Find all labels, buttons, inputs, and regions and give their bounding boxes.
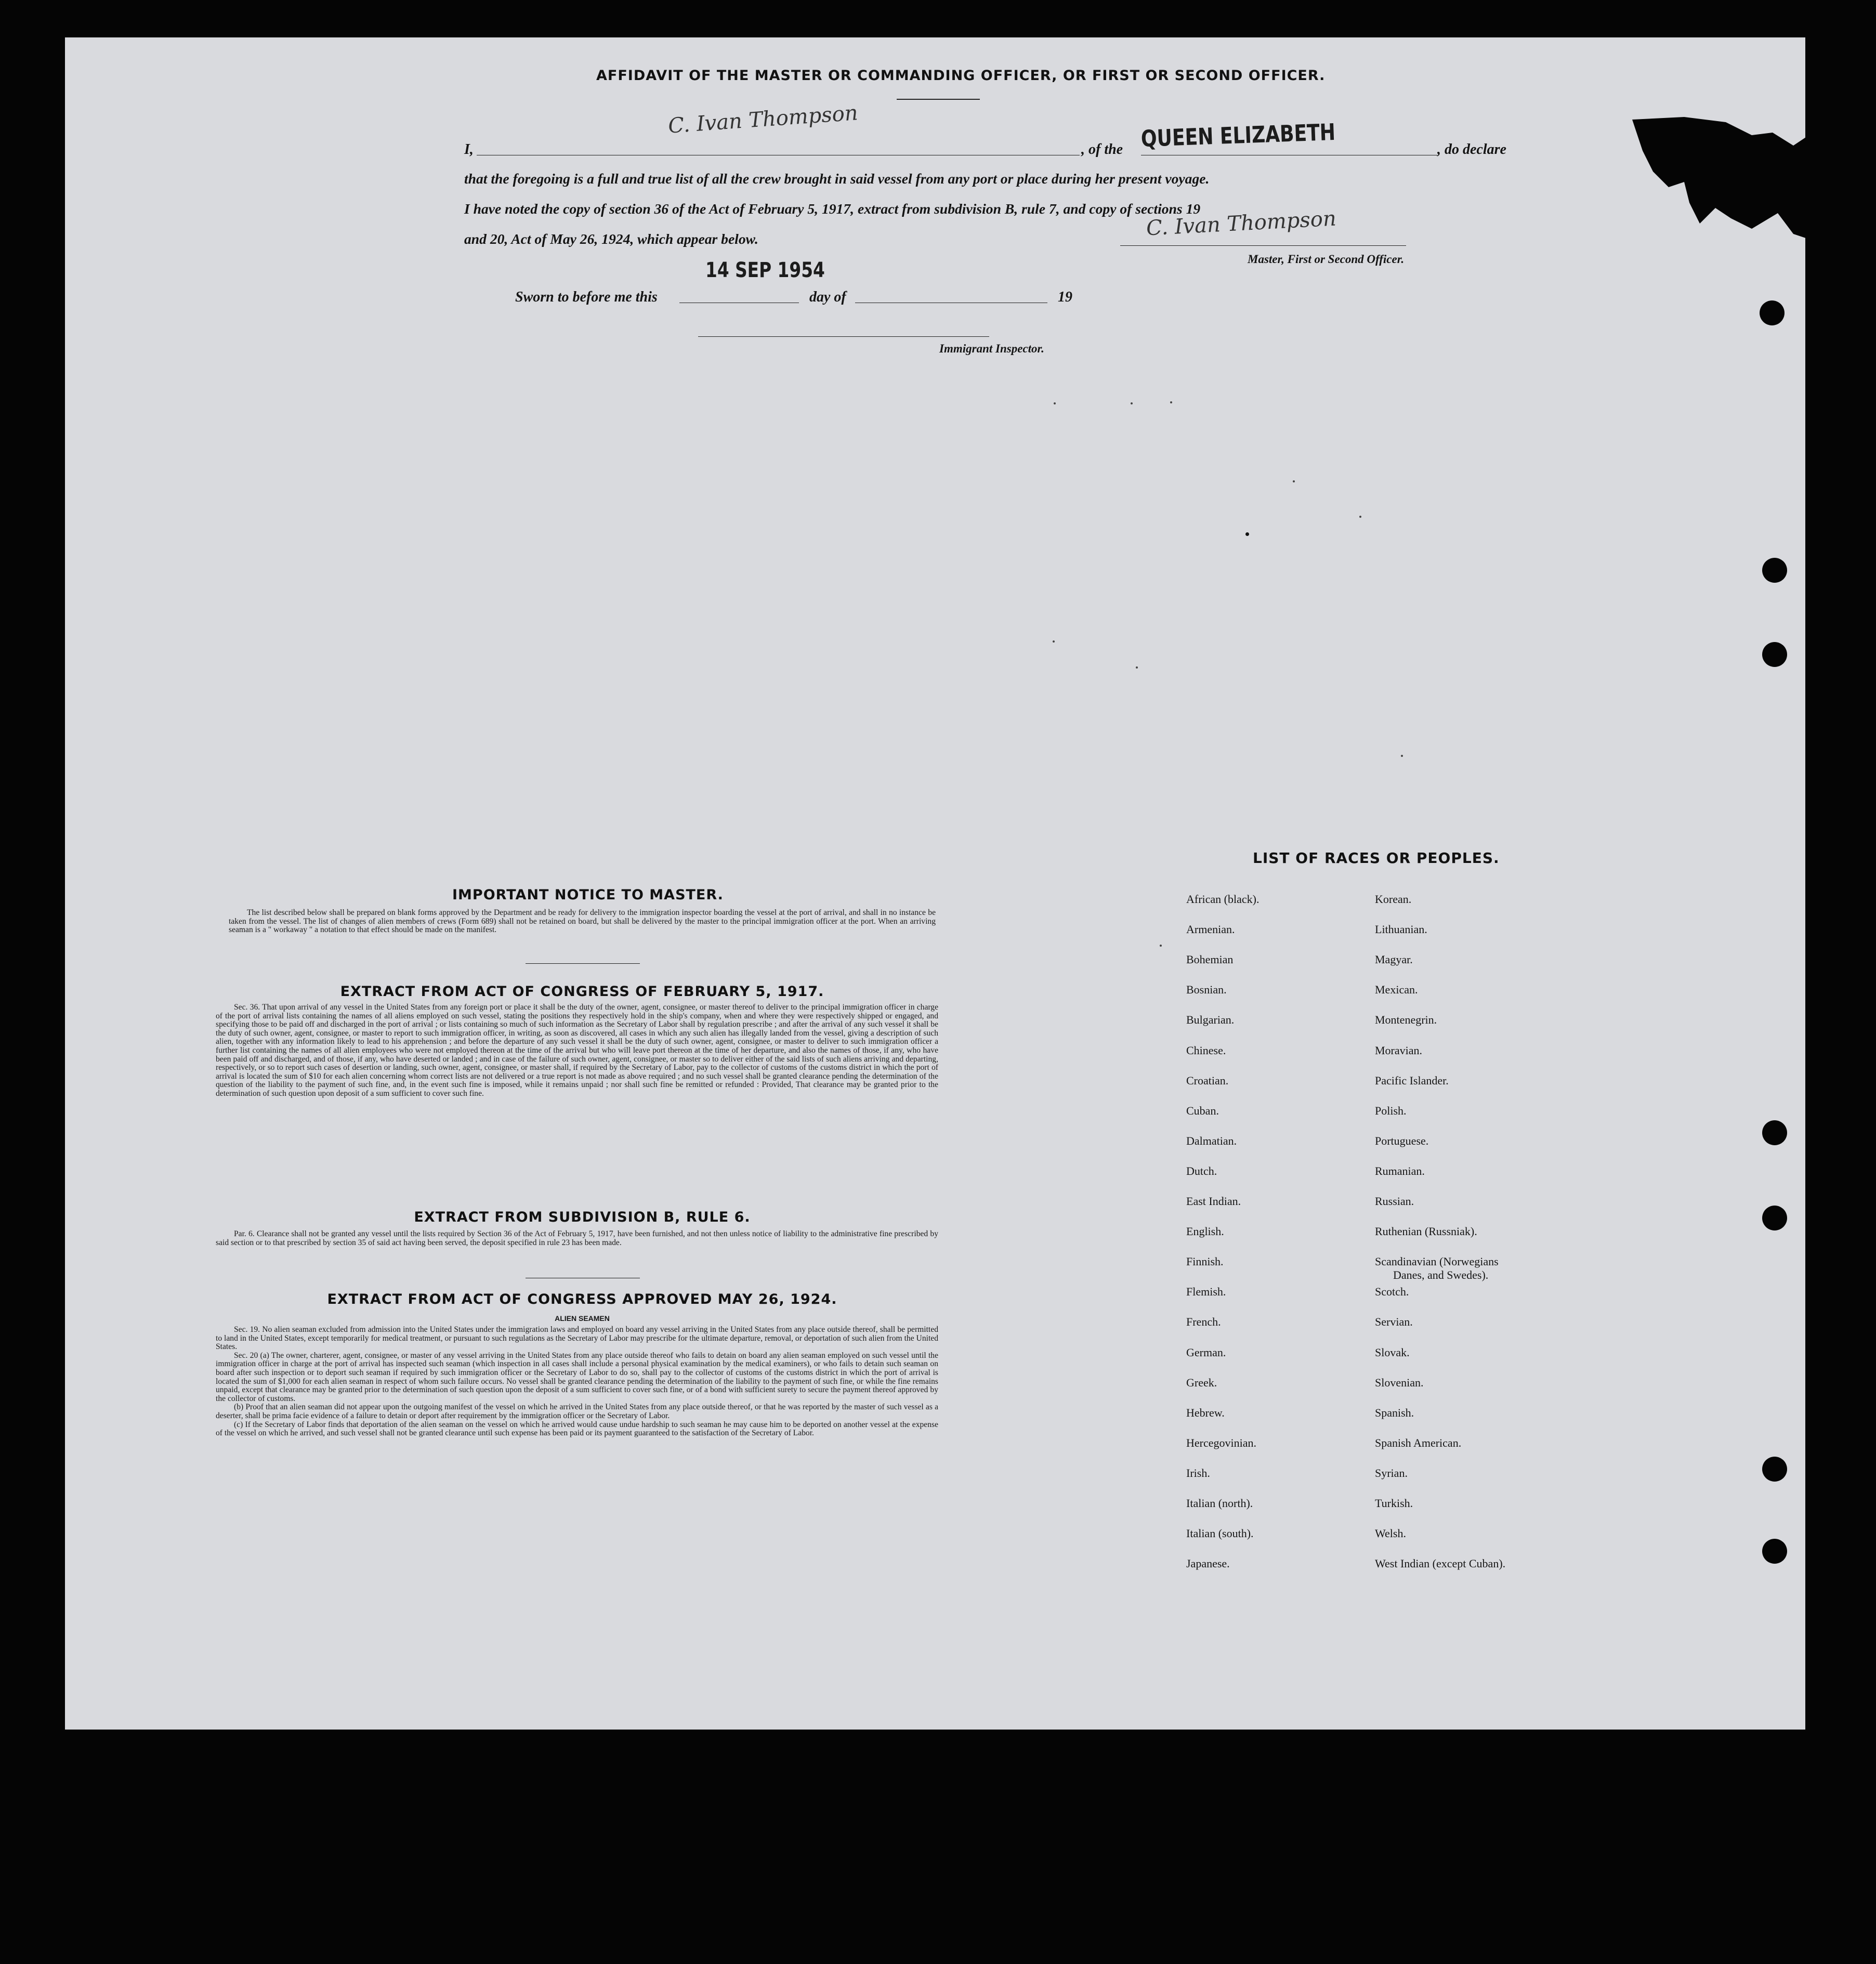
extract-rule6-paragraph: Par. 6. Clearance shall not be granted any vessel until the lists required by Section 36 of the Act of February 5, 1917, have been furnished, and not then unless notice of liability to the administrative fine prescribed by said section or to that prescribed by section 35 of said act having been served, the deposit specified in rule 23 has been made. — [216, 1229, 938, 1247]
binder-hole — [1762, 558, 1787, 583]
race-item: Bulgarian. — [1186, 1013, 1235, 1027]
binder-hole — [1762, 642, 1787, 667]
race-item: Syrian. — [1375, 1466, 1408, 1479]
torn-corner — [1622, 104, 1809, 250]
declaration-line-1: that the foregoing is a full and true list of all the crew brought in said vessel from any port or place during her present voyage. — [464, 171, 1210, 187]
race-item: Italian (south). — [1186, 1527, 1254, 1540]
race-item: Irish. — [1186, 1466, 1210, 1479]
race-item: Japanese. — [1186, 1557, 1230, 1570]
notice-text — [229, 909, 936, 935]
race-item: Dalmatian. — [1186, 1134, 1237, 1147]
master-signature-line — [1120, 245, 1406, 246]
race-item: Slovenian. — [1375, 1376, 1424, 1389]
do-declare-label: , do declare — [1437, 141, 1506, 158]
race-item: Korean. — [1375, 893, 1412, 906]
race-item: West Indian (except Cuban). — [1375, 1557, 1506, 1570]
affidavit-title: AFFIDAVIT OF THE MASTER OR COMMANDING OFFICER, OR FIRST OR SECOND OFFICER. — [596, 68, 1326, 84]
race-item: Flemish. — [1186, 1285, 1226, 1299]
scan-dot — [1401, 755, 1403, 757]
declarant-signature: C. Ivan Thompson — [667, 101, 859, 138]
race-item: Italian (north). — [1186, 1497, 1253, 1510]
race-item: English. — [1186, 1225, 1224, 1238]
alien-seamen-subtitle: ALIEN SEAMEN — [555, 1314, 610, 1323]
race-item: Dutch. — [1186, 1164, 1217, 1177]
race-item: French. — [1186, 1315, 1221, 1329]
race-item: Finnish. — [1186, 1255, 1224, 1268]
scan-dot — [1053, 640, 1055, 643]
race-item: Polish. — [1375, 1104, 1407, 1117]
race-item: Cuban. — [1186, 1104, 1219, 1117]
extract-1924-paragraph-2: Sec. 20 (a) The owner, charterer, agent, consignee, or master of any vessel arriving in the United States from any place outside thereof who fails to detain on board any alien seaman employed on such vessel until the immigration officer in charge at the port of arrival has inspected such seaman (which inspection in all cases shall include a personal physical examination by the medical examiners), or who fails to detain such seaman on board after such inspection or to deport such seaman if required by such immigration officer or the Secretary of Labor to do so, shall pay to the collector of customs of the customs district in which the port of arrival is located the sum of $1,000 for each alien seaman in respect of whom such failure occurs. No vessel shall be granted clearance pending the determination of the liability to the payment of such fine, or while the fine remains unpaid, except that clearance may be granted prior to the determination of such question upon the deposit of a sum sufficient to cover such fine, or of a bond with sufficient surety to secure the payment thereof approved by the collector of customs. — [216, 1351, 938, 1403]
extract-1917-paragraph: Sec. 36. That upon arrival of any vessel in the United States from any foreign port or place it shall be the duty of the owner, agent, consignee, or master thereof to deliver to the principal immigration officer in charge of the port of arrival lists containing the names of all aliens employed on such vessel, stating the positions they respectively hold in the ship's company, when and where they were respectively shipped or engaged, and specifying those to be paid off and discharged in the port of arrival ; or lists containing so much of such information as the Secretary of Labor shall by regulation prescribe ; and after the arrival of any such vessel it shall be the duty of such owner, agent, consignee, or master to report to such immigration officer, in writing, as soon as discovered, all cases in which any such alien has illegally landed from the vessel, giving a description of such alien, together with any information likely to lead to his apprehension ; and before the departure of any such vessel it shall be the duty of such owner, agent, consignee, or master to deliver to such immigration officer a further list containing the names of all alien employees who were not employed thereon at the time of the arrival but who will leave port thereon at the time of her departure, and also the names of those, if any, who have been paid off and discharged, and of those, if any, who have deserted or landed ; and in case of the failure of such owner, agent, consignee, or master so to deliver either of the said lists of such aliens arriving and departing, respectively, or so to report such cases of desertion or landing, such owner, agent, consignee, or master shall, if required by the Secretary of Labor, pay to the collector of customs of the customs district in which the port of arrival is located the sum of $10 for each alien concerning whom correct lists are not delivered or a true report is not made as above required ; and no such vessel shall be granted clearance pending the determination of the question of the liability to the payment of such fine, and, in the event such fine is imposed, while it remains unpaid ; nor shall such fine be remitted or refunded : Provided, That clearance may be granted prior to the determination of such question upon deposit of a sum sufficient to cover such fine. — [216, 1003, 938, 1098]
binder-hole — [1762, 1539, 1787, 1564]
inspector-caption: Immigrant Inspector. — [939, 342, 1044, 355]
race-item: Spanish. — [1375, 1406, 1414, 1419]
notice-paragraph: The list described below shall be prepared on blank forms approved by the Department and be ready for delivery to the immigration inspector boarding the vessel at the port of arrival, and shall in no instance be taken from the vessel. The list of changes of alien members of crews (Form 689) shall not be retained on board, but shall be delivered by the master to the principal immigration officer at the port. When an arriving seaman is a " workaway " a notation to that effect should be made on the manifest. — [229, 908, 936, 935]
race-item: Turkish. — [1375, 1497, 1413, 1510]
scan-dot — [1293, 480, 1295, 482]
year-label: 19 — [1058, 289, 1072, 305]
master-caption: Master, First or Second Officer. — [1248, 253, 1405, 266]
race-item: African (black). — [1186, 893, 1260, 906]
scan-dot — [1359, 516, 1361, 518]
race-item: Ruthenian (Russniak). — [1375, 1225, 1477, 1238]
notice-divider — [526, 963, 640, 964]
of-the-label: , of the — [1081, 141, 1123, 158]
scan-dot — [1245, 532, 1249, 536]
binder-hole — [1762, 1457, 1787, 1482]
master-signature: C. Ivan Thompson — [1146, 206, 1337, 241]
race-item: Spanish American. — [1375, 1436, 1462, 1449]
race-item: Welsh. — [1375, 1527, 1406, 1540]
race-item: Scotch. — [1375, 1285, 1409, 1299]
race-item: Scandinavian (Norwegians — [1375, 1255, 1499, 1268]
binder-hole — [1762, 1120, 1787, 1145]
race-item: Armenian. — [1186, 923, 1235, 936]
binder-hole — [1762, 1206, 1787, 1230]
race-item: Danes, and Swedes). — [1393, 1268, 1489, 1282]
i-label: I, — [464, 141, 474, 158]
vessel-name-stamp: QUEEN ELIZABETH — [1140, 119, 1336, 152]
scan-dot — [1170, 401, 1172, 403]
race-item: Chinese. — [1186, 1043, 1226, 1057]
race-item: Hercegovinian. — [1186, 1436, 1256, 1449]
binder-hole — [1760, 300, 1785, 325]
title-underline — [897, 99, 980, 100]
day-of-label: day of — [809, 289, 846, 305]
race-item: Hebrew. — [1186, 1406, 1225, 1419]
race-item: East Indian. — [1186, 1195, 1241, 1208]
race-item: Bohemian — [1186, 953, 1234, 966]
document-page — [65, 37, 1805, 1730]
scan-dot — [1136, 666, 1138, 669]
race-item: Portuguese. — [1375, 1134, 1429, 1147]
race-item: Servian. — [1375, 1315, 1413, 1329]
declaration-line-3: and 20, Act of May 26, 1924, which appear below. — [464, 231, 758, 247]
extract-1924-paragraph-3: (b) Proof that an alien seaman did not appear upon the outgoing manifest of the vessel on which he arrived in the United States from any place outside thereof, or that he was reported by the master of such vessel as a deserter, shall be prima facie evidence of a failure to detain or deport after requirement by the immigration officer or the Secretary of Labor. — [216, 1403, 938, 1420]
race-item: Mexican. — [1375, 983, 1418, 997]
race-item: German. — [1186, 1345, 1226, 1359]
date-stamp: 14 SEP 1954 — [705, 258, 825, 282]
notice-title: IMPORTANT NOTICE TO MASTER. — [452, 887, 724, 903]
inspector-line — [698, 336, 989, 337]
race-item: Moravian. — [1375, 1043, 1423, 1057]
scan-dot — [1054, 402, 1056, 404]
races-title: LIST OF RACES OR PEOPLES. — [1253, 849, 1500, 867]
scan-dot — [1131, 402, 1133, 404]
declaration-line-2: I have noted the copy of section 36 of the Act of February 5, 1917, extract from subdivision B, rule 7, and copy of sections 19 — [464, 201, 1201, 217]
extract-1917-text — [216, 1003, 938, 1098]
race-item: Magyar. — [1375, 953, 1413, 966]
sworn-label: Sworn to before me this — [515, 289, 658, 305]
race-item: Greek. — [1186, 1376, 1217, 1389]
race-item: Lithuanian. — [1375, 923, 1427, 936]
race-item: Rumanian. — [1375, 1164, 1425, 1177]
extract-rule6-text — [216, 1230, 938, 1247]
scan-dot — [1160, 945, 1162, 947]
extract-rule6-title: EXTRACT FROM SUBDIVISION B, RULE 6. — [414, 1209, 751, 1225]
race-item: Pacific Islander. — [1375, 1073, 1449, 1087]
extract-1917-title: EXTRACT FROM ACT OF CONGRESS OF FEBRUARY 5, 1917. — [340, 984, 824, 1000]
race-item: Montenegrin. — [1375, 1013, 1437, 1027]
race-item: Russian. — [1375, 1195, 1414, 1208]
extract-1924-title: EXTRACT FROM ACT OF CONGRESS APPROVED MAY 26, 1924. — [327, 1291, 837, 1307]
extract-1924-paragraph-1: Sec. 19. No alien seaman excluded from admission into the United States under the immigration laws and employed on board any vessel arriving in the United States from any place outside thereof, shall be permitted to land in the United States, except temporarily for medical treatment, or pursuant to such regulations as the Secretary of Labor may prescribe for the ultimate departure, removal, or deportation of such alien from the United States. — [216, 1325, 938, 1352]
race-item: Bosnian. — [1186, 983, 1227, 997]
extract-1924-text — [216, 1326, 938, 1438]
race-item: Croatian. — [1186, 1073, 1229, 1087]
extract-1924-paragraph-4: (c) If the Secretary of Labor finds that deportation of the alien seaman on the vessel on which he arrived would cause undue hardship to such seaman he may cause him to be deported on another vessel at the expense of the vessel on which he arrived, and such vessel shall not be granted clearance until such expense has been paid or its payment guaranteed to the satisfaction of the Secretary of Labor. — [216, 1420, 938, 1438]
race-item: Slovak. — [1375, 1345, 1410, 1359]
